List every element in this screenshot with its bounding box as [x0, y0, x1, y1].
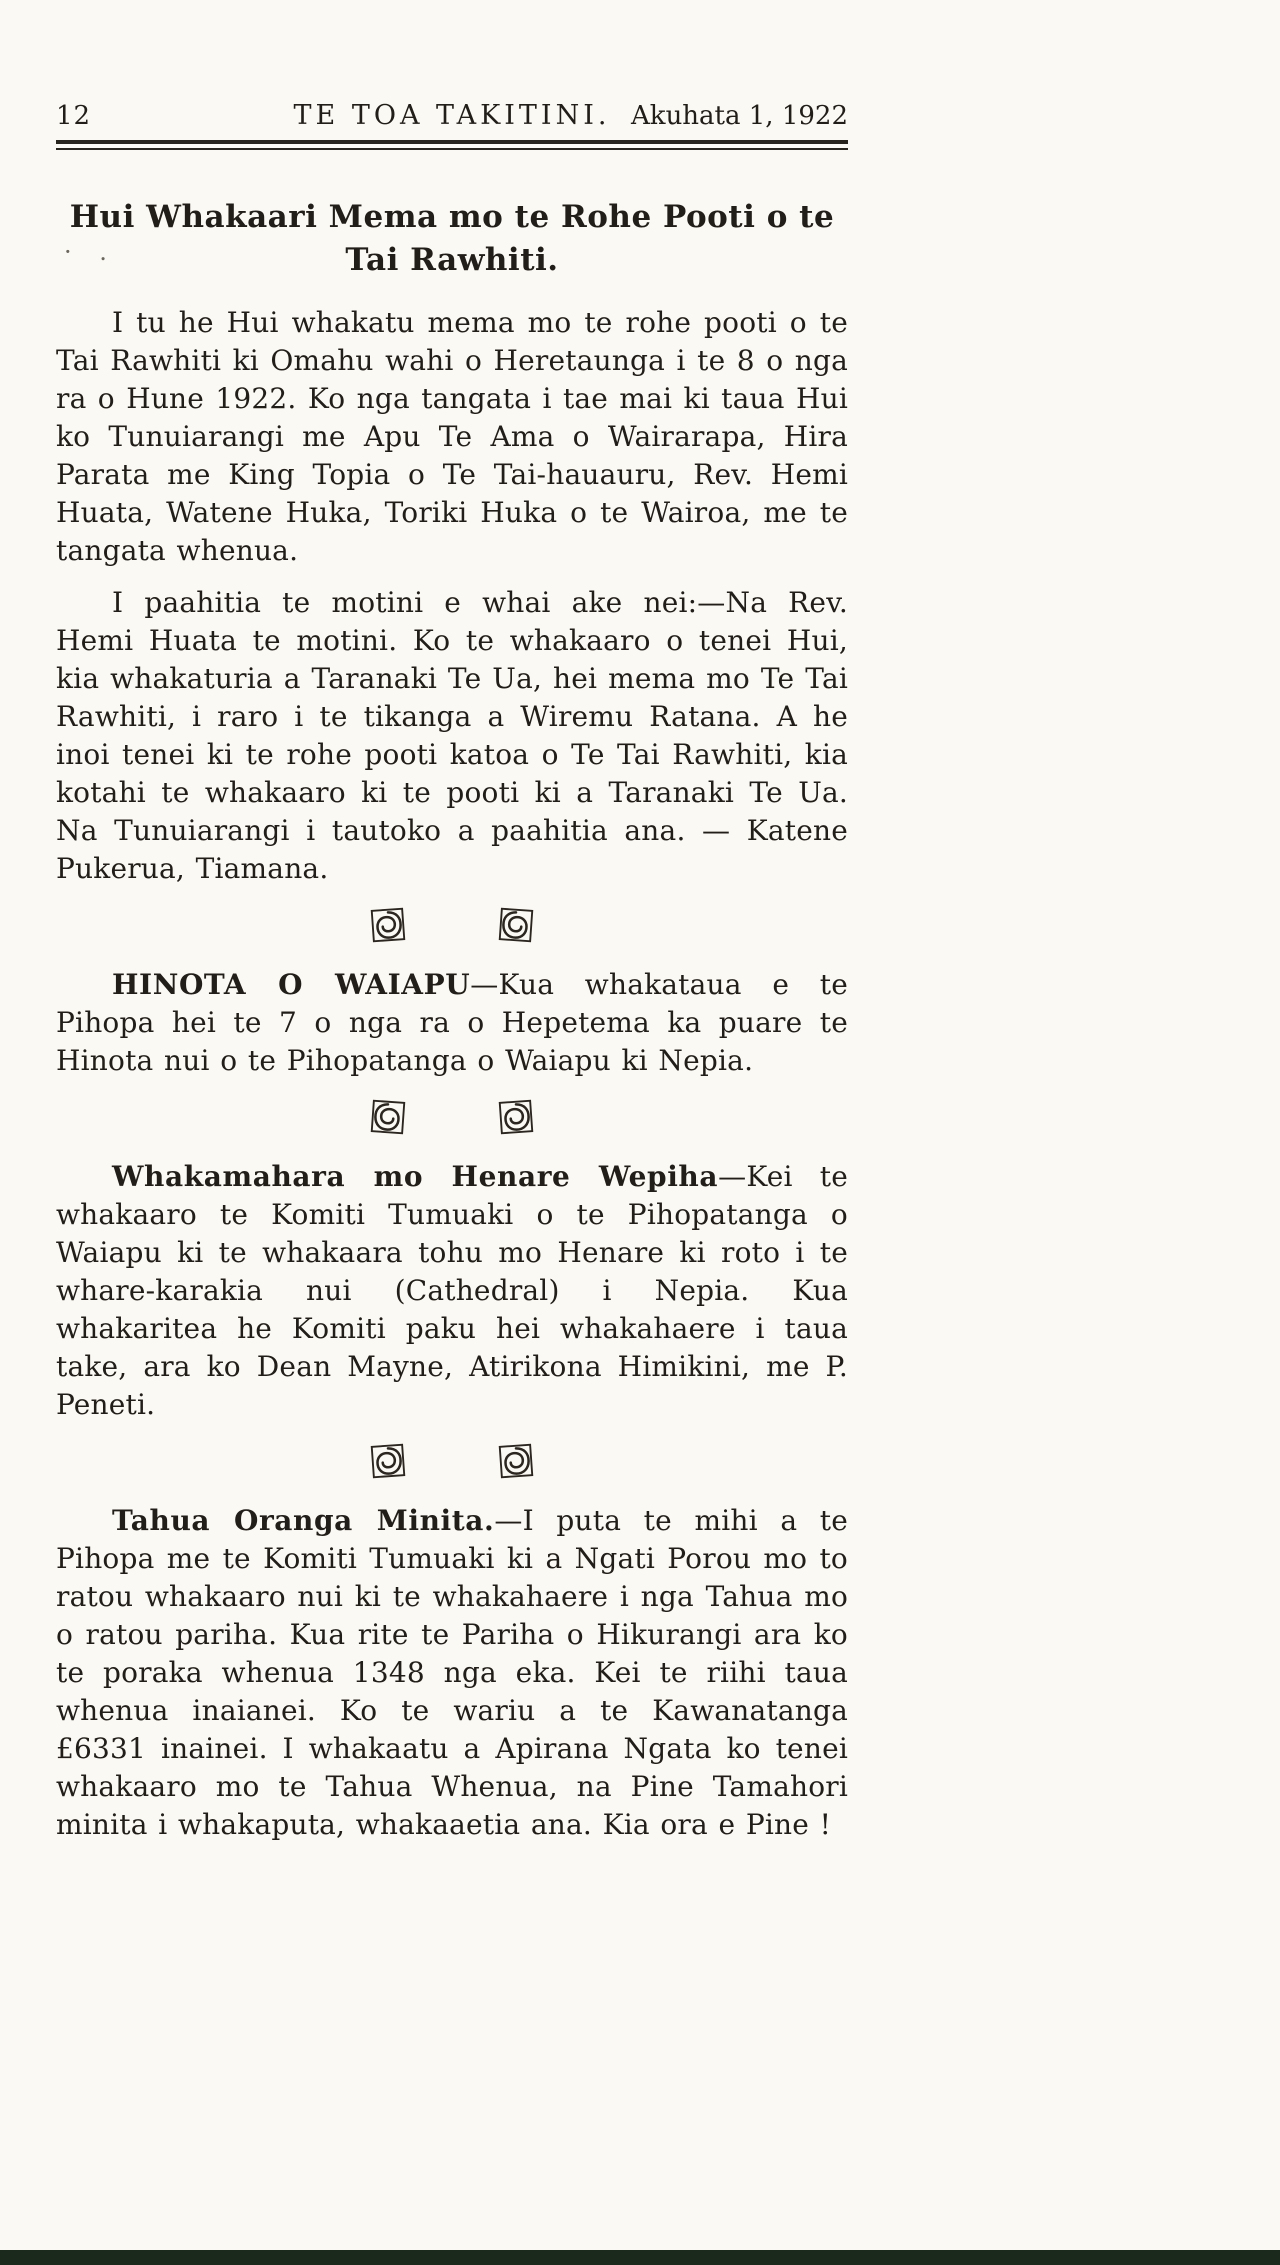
paragraph-text: —Kua whakataua e te Pihopa hei te 7 o nga ra o Hepetema ka puare te Hinota nui o te Pihopatanga o Waiapu ki Nepia. — [56, 968, 848, 1077]
paragraph-text: —Kei te whakaaro te Komiti Tumuaki o te Pihopatanga o Waiapu ki te whakaara tohu mo Henare ki roto i te whare-karakia nui (Cathedral) i Nepia. Kua whakaritea he Komiti paku hei whakahaere i taua take, ara ko Dean Mayne, Atirikona Himikini, me P. Peneti. — [56, 1160, 848, 1421]
ornament-row — [56, 904, 848, 946]
paragraph-text: I tu he Hui whakatu mema mo te rohe pooti o te Tai Rawhiti ki Omahu wahi o Heretaunga i te 8 o nga ra o Hune 1922. Ko nga tangata i tae mai ki taua Hui ko Tunuiarangi me Apu Te Ama o Wairarapa, Hira Parata me King Topia o Te Tai-hauauru, Rev. Hemi Huata, Watene Huka, Toriki Huka o te Wairoa, me te tangata whenua. — [56, 306, 848, 567]
ornament-row — [56, 1096, 848, 1138]
paragraph-lead: HINOTA O WAIAPU — [112, 968, 471, 1001]
article-paragraph — [56, 304, 848, 570]
article-paragraph — [56, 966, 848, 1080]
header-double-rule — [56, 140, 848, 150]
fleuron-ornament-icon — [367, 904, 409, 946]
issue-date: Akuhata 1, 1922 — [631, 101, 849, 131]
masthead-title: TE TOA TAKITINI. — [293, 100, 611, 131]
article-paragraph — [56, 1502, 848, 1844]
paragraph-lead: Whakamahara mo Henare Wepiha — [112, 1160, 719, 1193]
article-title — [56, 196, 848, 282]
fleuron-ornament-icon — [495, 904, 537, 946]
article-title-line2: Tai Rawhiti. — [345, 242, 559, 278]
paragraph-text: —I puta te mihi a te Pihopa me te Komiti Tumuaki ki a Ngati Porou mo to ratou whakaaro nui ki te whakahaere i nga Tahua mo o ratou pariha. Kua rite te Pariha o Hikurangi ara ko te poraka whenua 1348 nga eka. Kei te riihi taua whenua inaianei. Ko te wariu a te Kawanatanga £6331 inainei. I whakaatu a Apirana Ngata ko tenei whakaaro mo te Tahua Whenua, na Pine Tamahori minita i whakaputa, whakaaetia ana. Kia ora e Pine ! — [56, 1504, 848, 1841]
fleuron-ornament-icon — [495, 1440, 537, 1482]
fleuron-ornament-icon — [495, 1096, 537, 1138]
paragraph-text: I paahitia te motini e whai ake nei:—Na Rev. Hemi Huata te motini. Ko te whakaaro o tenei Hui, kia whakaturia a Taranaki Te Ua, hei mema mo Te Tai Rawhiti, i raro i te tikanga a Wiremu Ratana. A he inoi tenei ki te rohe pooti katoa o Te Tai Rawhiti, kia kotahi te whakaaro ki te pooti ki a Taranaki Te Ua. Na Tunuiarangi i tautoko a paahitia ana. — Katene Pukerua, Tiamana. — [56, 586, 848, 885]
ornament-row — [56, 1440, 848, 1482]
article-paragraph — [56, 1158, 848, 1424]
fleuron-ornament-icon — [367, 1096, 409, 1138]
article-title-line1: Hui Whakaari Mema mo te Rohe Pooti o te — [69, 199, 835, 235]
page-header — [56, 0, 848, 131]
stray-mark: · . — [64, 238, 117, 266]
paragraph-lead: Tahua Oranga Minita. — [112, 1504, 495, 1537]
scan-edge-bar — [0, 2250, 1280, 2265]
page-number: 12 — [56, 101, 92, 131]
fleuron-ornament-icon — [367, 1440, 409, 1482]
text-column — [56, 0, 848, 1858]
article-paragraph — [56, 584, 848, 888]
